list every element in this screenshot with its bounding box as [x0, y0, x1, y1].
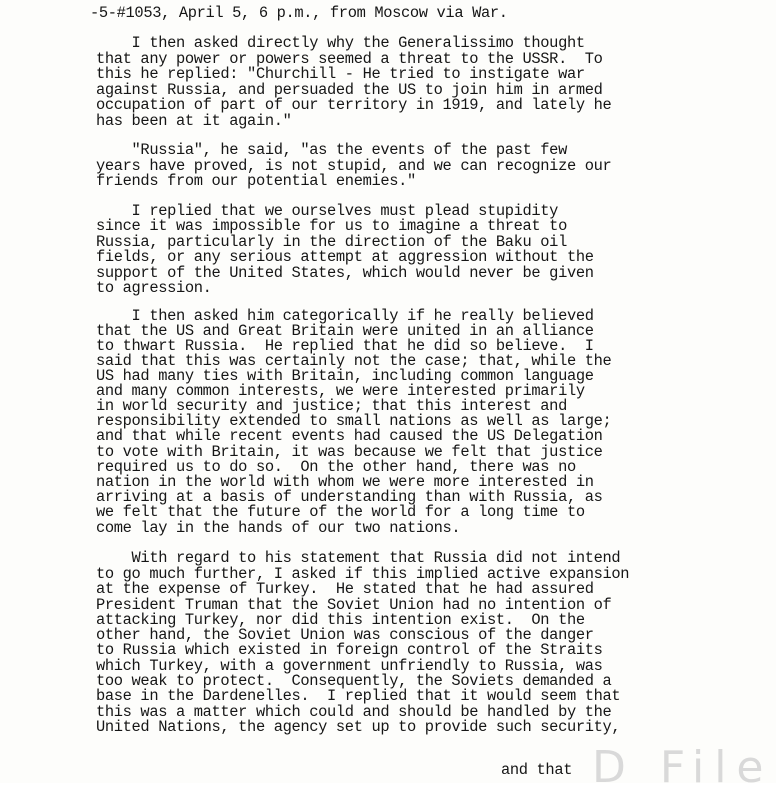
- paragraph-5-line-10: base in the Dardenelles. I replied that it would seem that: [96, 687, 621, 705]
- paragraph-4-line-7: in world security and justice; that this interest and: [96, 397, 567, 415]
- paragraph-2-line-1: "Russia", he said, "as the events of the past few: [96, 141, 567, 159]
- paragraph-4-line-13: arriving at a basis of understanding than with Russia, as: [96, 488, 603, 506]
- paragraph-3-line-1: I replied that we ourselves must plead stupidity: [96, 202, 559, 220]
- page-header: -5-#1053, April 5, 6 p.m., from Moscow via War.: [90, 4, 508, 22]
- paragraph-1-line-5: occupation of part of our territory in 1919, and lately he: [96, 96, 612, 114]
- paragraph-4-line-3: to thwart Russia. He replied that he did so believe. I: [96, 337, 594, 355]
- paragraph-5-line-6: other hand, the Soviet Union was conscious of the danger: [96, 626, 594, 644]
- paragraph-4-line-11: required us to do so. On the other hand, there was no: [96, 458, 576, 476]
- paragraph-5-line-2: to go much further, I asked if this implied active expansion: [96, 565, 630, 583]
- paragraph-5-line-7: to Russia which existed in foreign control of the Straits: [96, 641, 603, 659]
- paragraph-4-line-4: said that this was certainly not the case; that, while the: [96, 352, 612, 370]
- paragraph-4-line-8: responsibility extended to small nations as well as large;: [96, 412, 612, 430]
- paragraph-1-line-4: against Russia, and persuaded the US to join him in armed: [96, 81, 603, 99]
- paragraph-4-line-12: nation in the world with whom we were more interested in: [96, 473, 594, 491]
- paragraph-2-line-2: years have proved, is not stupid, and we can recognize our: [96, 157, 612, 175]
- paragraph-5-line-1: With regard to his statement that Russia did not intend: [96, 549, 621, 567]
- paragraph-4-line-14: we felt that the future of the world for a long time to: [96, 503, 585, 521]
- paragraph-4-line-9: and that while recent events had caused the US Delegation: [96, 427, 603, 445]
- paragraph-3-line-4: fields, or any serious attempt at aggression without the: [96, 248, 594, 266]
- paragraph-5-line-4: President Truman that the Soviet Union had no intention of: [96, 596, 612, 614]
- paragraph-3-line-3: Russia, particularly in the direction of the Baku oil: [96, 233, 567, 251]
- paragraph-4-line-5: US had many ties with Britain, including common language: [96, 367, 594, 385]
- paragraph-5-line-5: attacking Turkey, nor did this intention exist. On the: [96, 611, 585, 629]
- paragraph-4-line-1: I then asked him categorically if he really believed: [96, 307, 594, 325]
- paragraph-5-line-11: this was a matter which could and should be handled by the: [96, 703, 612, 721]
- paragraph-4-line-6: and many common interests, we were interested primarily: [96, 382, 585, 400]
- paragraph-1-line-1: I then asked directly why the Generalissimo thought: [96, 34, 585, 52]
- continuation-text: and that: [501, 761, 573, 779]
- file-stamp: D File: [592, 742, 774, 793]
- paragraph-1-line-3: this he replied: "Churchill - He tried to instigate war: [96, 65, 585, 83]
- paragraph-4-line-2: that the US and Great Britain were united in an alliance: [96, 322, 594, 340]
- paragraph-2-line-3: friends from our potential enemies.": [96, 172, 416, 190]
- paragraph-3-line-6: to agression.: [96, 279, 212, 297]
- paragraph-4-line-15: come lay in the hands of our two nations.: [96, 519, 461, 537]
- paragraph-3-line-2: since it was impossible for us to imagine a threat to: [96, 217, 567, 235]
- paragraph-5-line-8: which Turkey, with a government unfriendly to Russia, was: [96, 657, 603, 675]
- paragraph-4-line-10: to vote with Britain, it was because we felt that justice: [96, 443, 603, 461]
- paragraph-5-line-9: too weak to protect. Consequently, the Soviets demanded a: [96, 672, 612, 690]
- paragraph-1-line-6: has been at it again.": [96, 112, 292, 130]
- paragraph-5-line-12: United Nations, the agency set up to provide such security,: [96, 718, 621, 736]
- paragraph-3-line-5: support of the United States, which would never be given: [96, 264, 594, 282]
- paragraph-1-line-2: that any power or powers seemed a threat to the USSR. To: [96, 50, 603, 68]
- paragraph-5-line-3: at the expense of Turkey. He stated that he had assured: [96, 580, 594, 598]
